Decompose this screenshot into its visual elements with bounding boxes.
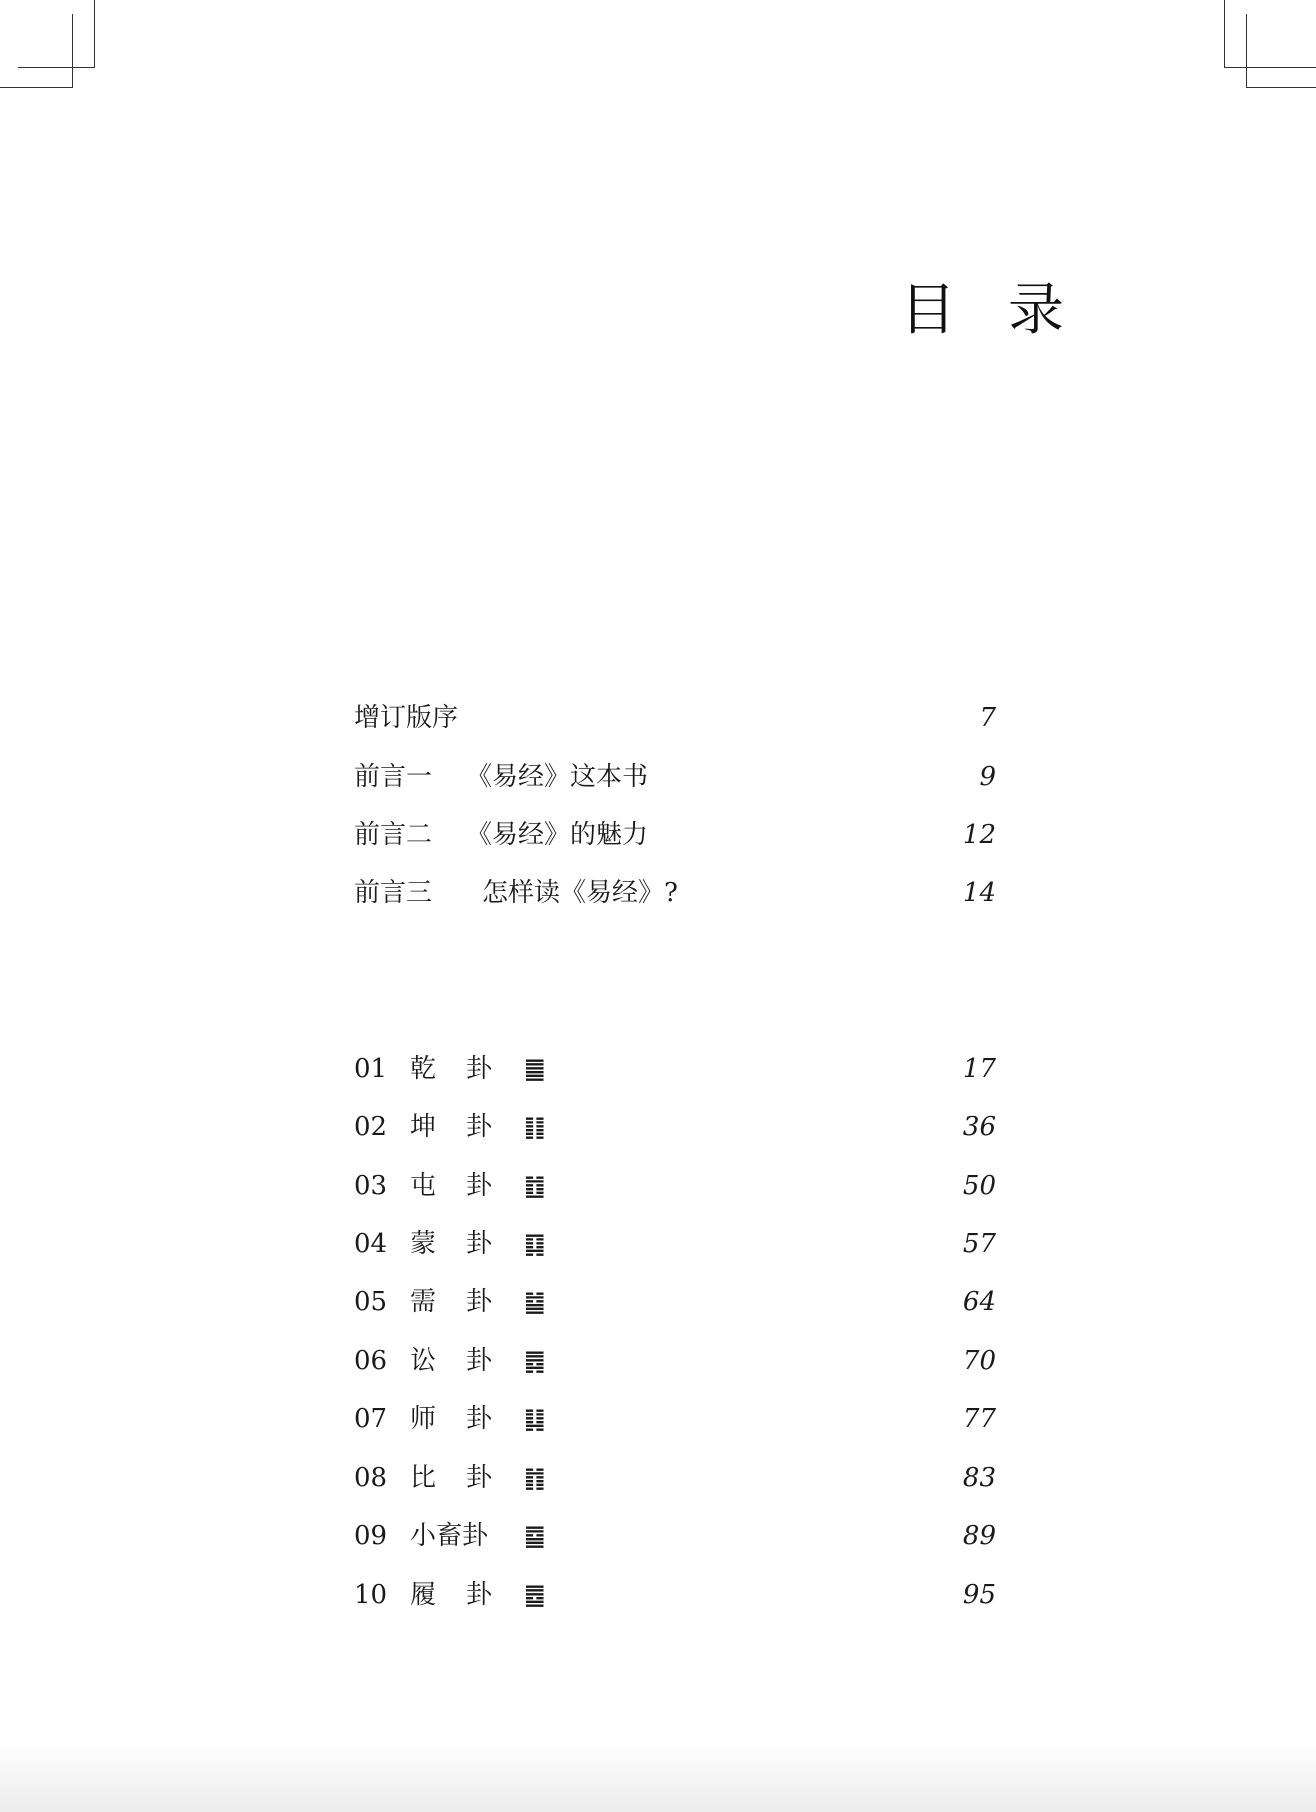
hexagram-symbol-icon: ䷀ [524,1055,546,1083]
toc-entry-page: 70 [962,1346,996,1376]
toc-entry-title: 《易经》的魅力 [466,820,649,850]
crop-mark-top-left-h [0,87,72,88]
hexagram-name-char-2: 卦 [466,1054,493,1084]
hexagram-name-char-1: 需 [410,1287,437,1317]
hexagram-name-char-1: 乾 [410,1054,437,1084]
hexagram-name [410,1575,524,1615]
toc-entry-hexagram[interactable] [354,1049,996,1089]
toc-entry-page: 57 [962,1229,996,1259]
toc-entry-label: 增订版序 [354,703,459,733]
toc-entry-hexagram[interactable] [354,1458,996,1498]
toc-entry-page: 12 [962,820,996,850]
toc-entry-hexagram[interactable] [354,1282,996,1322]
hexagram-name-char-1: 小畜卦 [410,1521,489,1551]
toc-entry-page: 77 [962,1404,996,1434]
hexagram-name [410,1049,524,1089]
hexagram-number: 04 [354,1229,388,1259]
hexagram-name-char-1: 履 [410,1580,437,1610]
toc-entry-page: 36 [962,1112,996,1142]
hexagram-name-char-2: 卦 [466,1463,493,1493]
toc-entry-page: 9 [979,762,996,792]
page-title [900,276,1090,346]
toc-entry-hexagram[interactable] [354,1575,996,1615]
toc-entry-page: 95 [962,1580,996,1610]
toc-entry-preface[interactable] [354,698,996,738]
hexagram-symbol-icon: ䷈ [524,1522,546,1550]
hexagram-number: 08 [354,1463,388,1493]
hexagram-symbol-icon: ䷇ [524,1464,546,1492]
hexagram-number: 05 [354,1287,388,1317]
crop-mark-top-right-v [1224,0,1225,68]
hexagram-symbol-icon: ䷁ [524,1113,546,1141]
hexagram-name-char-1: 师 [410,1404,437,1434]
page-title-char-2: 录 [1008,278,1064,343]
toc-entry-page: 89 [962,1521,996,1551]
hexagram-number: 03 [354,1171,388,1201]
hexagram-name-char-2: 卦 [466,1346,493,1376]
toc-entry-page: 50 [962,1171,996,1201]
page-bottom-shadow [0,1742,1316,1812]
hexagram-number: 02 [354,1112,388,1142]
toc-entry-label: 前言一 [354,762,433,792]
hexagram-name [410,1458,524,1498]
hexagram-name [410,1282,524,1322]
hexagram-symbol-icon: ䷃ [524,1230,546,1258]
crop-mark-top-right-h [1246,87,1316,88]
hexagram-number: 01 [354,1054,388,1084]
hexagram-name-char-2: 卦 [466,1171,493,1201]
toc-entry-hexagram[interactable] [354,1516,996,1556]
hexagram-name [410,1166,524,1206]
hexagram-symbol-icon: ䷉ [524,1581,546,1609]
toc-entry-label: 前言三 [354,878,433,908]
hexagram-name-char-2: 卦 [466,1404,493,1434]
toc-entry-page: 14 [962,878,996,908]
page-title-char-1: 目 [900,278,956,343]
hexagram-name [410,1399,524,1439]
hexagram-number: 06 [354,1346,388,1376]
toc-entry-hexagram[interactable] [354,1166,996,1206]
crop-mark-top-left-h2 [18,67,94,68]
hexagram-name-char-2: 卦 [466,1580,493,1610]
crop-mark-top-left-v2 [94,0,95,68]
toc-entry-hexagram[interactable] [354,1399,996,1439]
hexagram-symbol-icon: ䷄ [524,1288,546,1316]
hexagram-symbol-icon: ䷅ [524,1347,546,1375]
toc-entry-hexagram[interactable] [354,1224,996,1264]
hexagram-symbol-icon: ䷆ [524,1405,546,1433]
hexagram-name-char-1: 讼 [410,1346,437,1376]
toc-entry-hexagram[interactable] [354,1341,996,1381]
hexagram-number: 09 [354,1521,388,1551]
hexagram-name-char-1: 比 [410,1463,437,1493]
hexagram-name [410,1107,524,1147]
crop-mark-top-left-v [72,14,73,88]
hexagram-number: 07 [354,1404,388,1434]
toc-entry-page: 7 [979,703,996,733]
hexagram-name-char-2: 卦 [466,1287,493,1317]
crop-mark-top-right-h2 [1224,67,1316,68]
toc-entry-page: 17 [962,1054,996,1084]
toc-entry-title: 《易经》这本书 [466,762,649,792]
hexagram-name-char-1: 屯 [410,1171,437,1201]
hexagram-name-char-2: 卦 [466,1112,493,1142]
hexagram-number: 10 [354,1580,388,1610]
hexagram-name-char-1: 坤 [410,1112,437,1142]
hexagram-name [410,1341,524,1381]
toc-entry-page: 64 [962,1287,996,1317]
crop-mark-top-right-v2 [1246,14,1247,88]
toc-entry-foreword-3[interactable] [354,873,996,913]
toc-entry-foreword-1[interactable] [354,757,996,797]
hexagram-name-char-1: 蒙 [410,1229,437,1259]
toc-entry-label: 前言二 [354,820,433,850]
toc-entry-page: 83 [962,1463,996,1493]
hexagram-name [410,1224,524,1264]
hexagram-name-char-2: 卦 [466,1229,493,1259]
hexagram-name [410,1516,524,1556]
toc-entry-hexagram[interactable] [354,1107,996,1147]
hexagram-symbol-icon: ䷂ [524,1172,546,1200]
toc-entry-foreword-2[interactable] [354,815,996,855]
toc-entry-title: 怎样读《易经》? [482,878,678,908]
